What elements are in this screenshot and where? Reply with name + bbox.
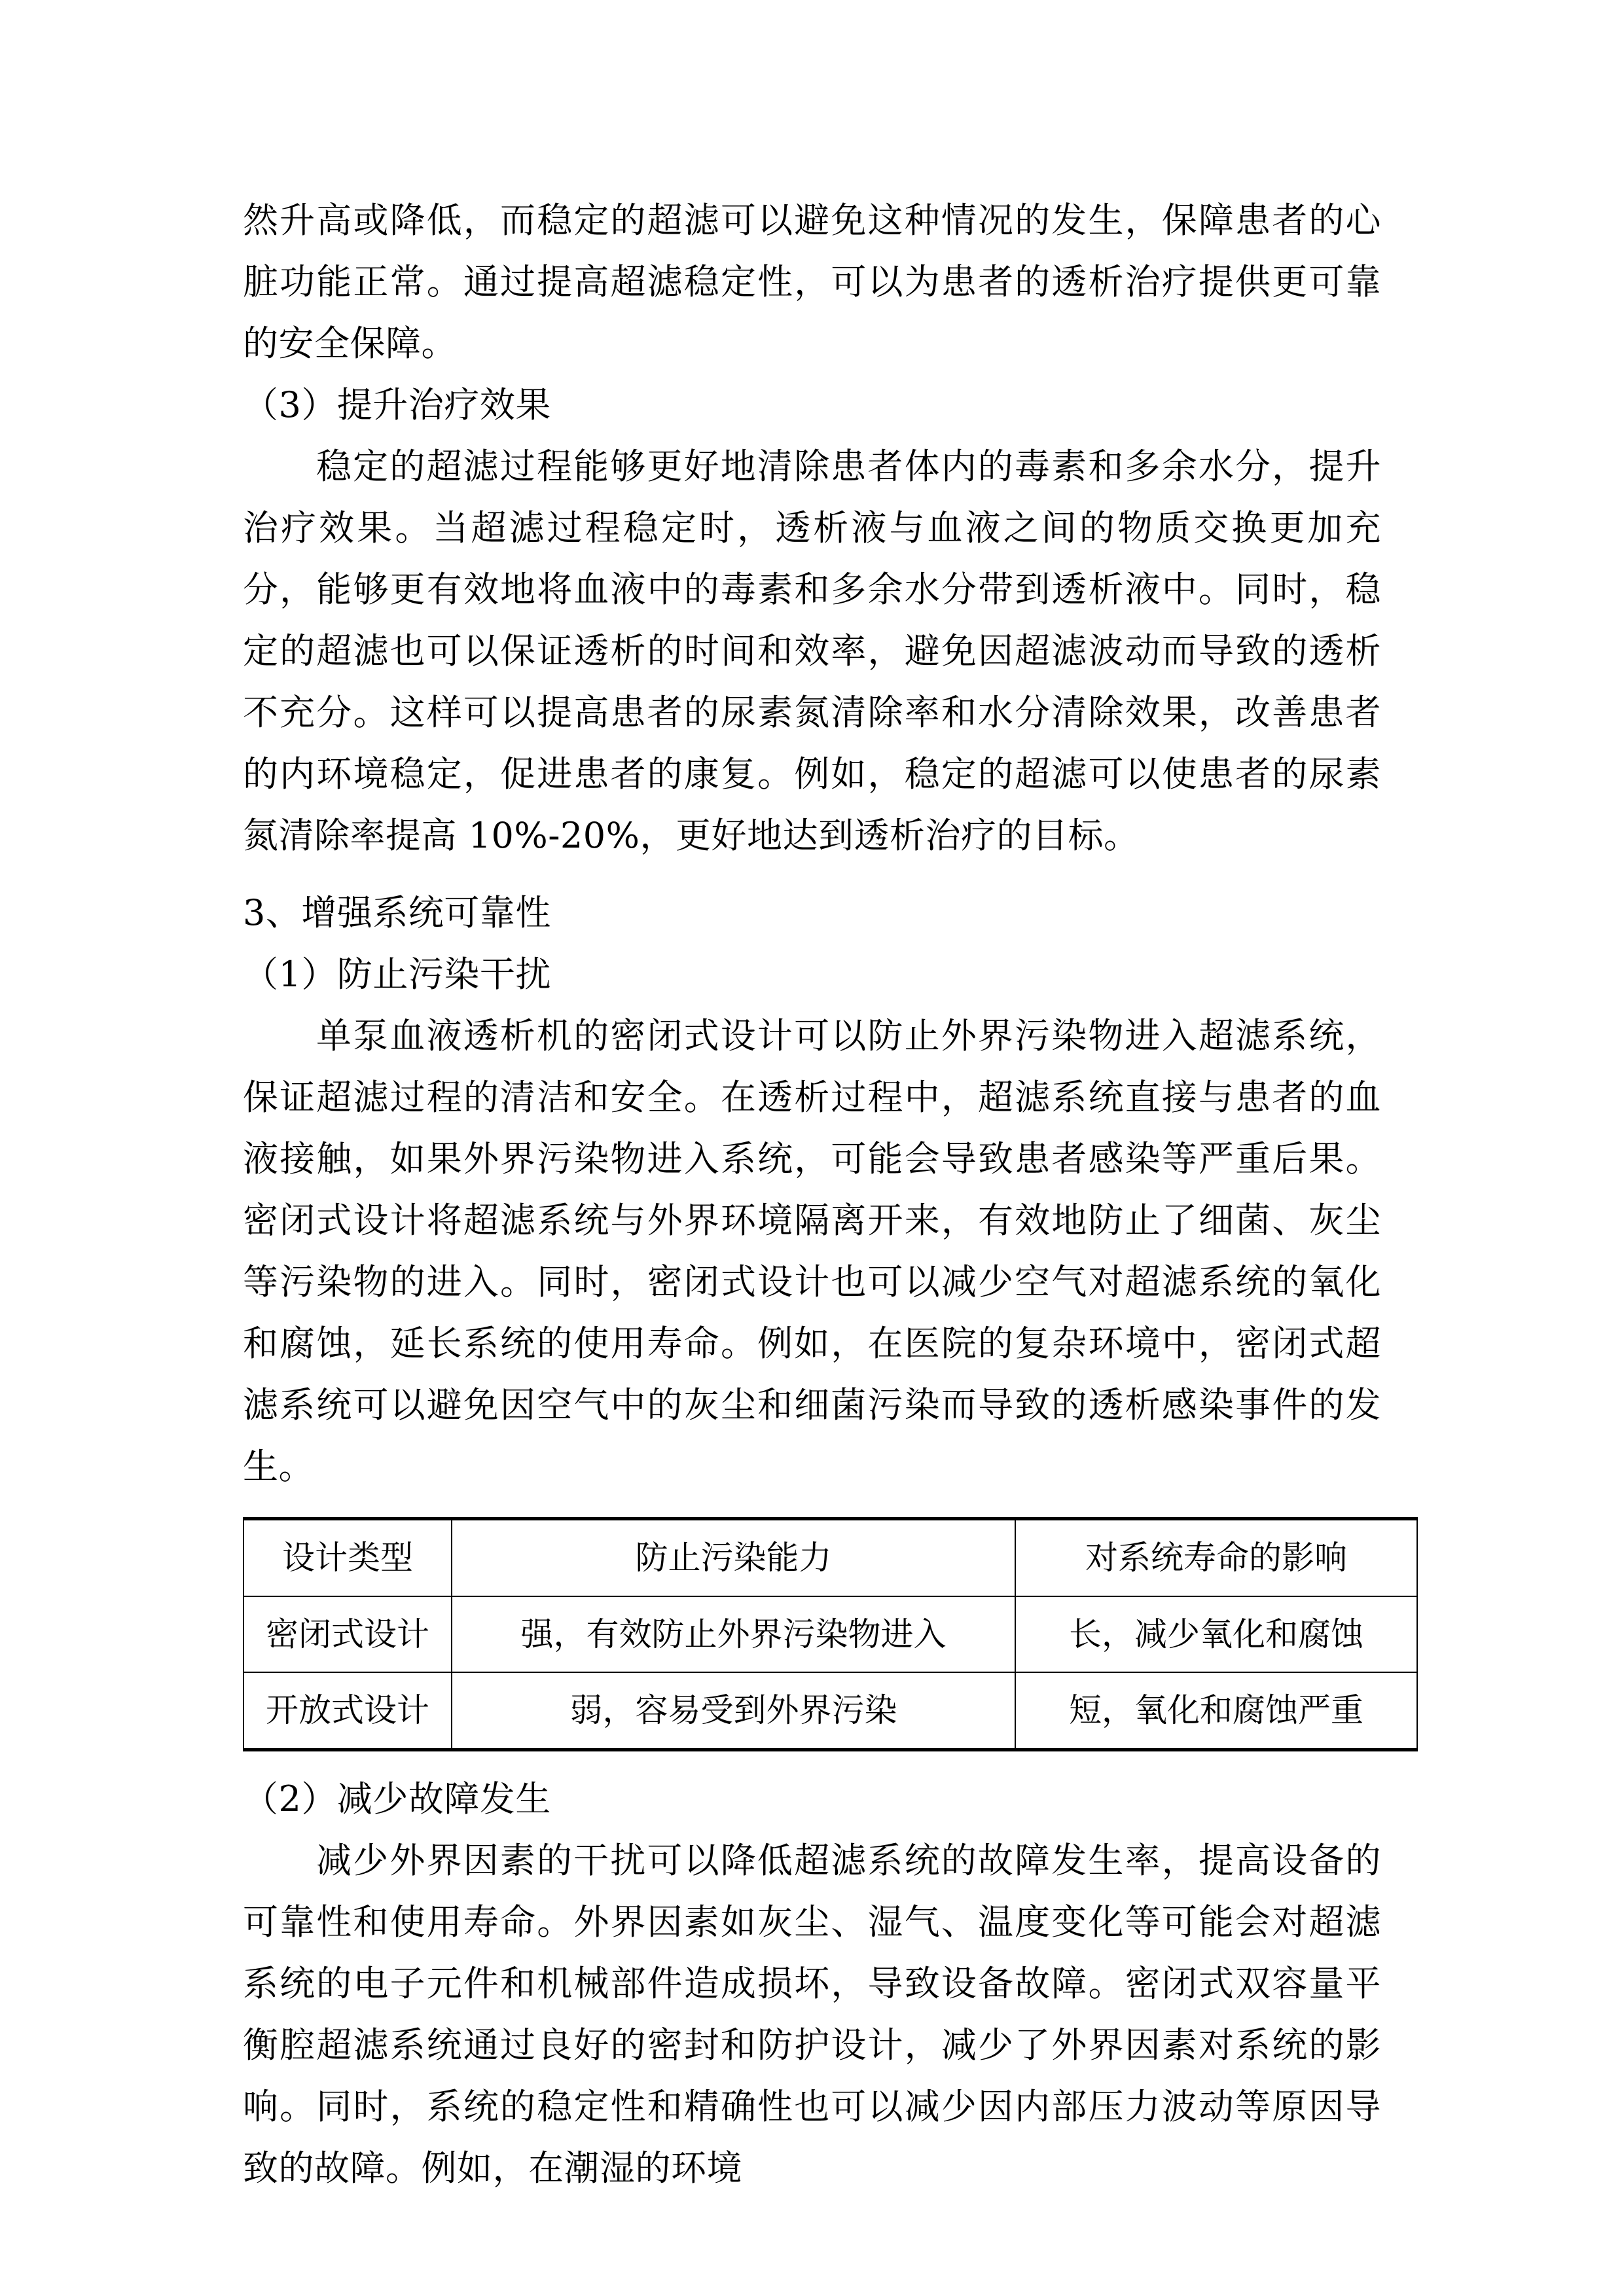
table-cell-contamination-prevention: 强，有效防止外界污染物进入 xyxy=(452,1596,1015,1673)
heading-enhance-system-reliability: 3、增强系统可靠性 xyxy=(243,892,551,933)
table-header-cell-design-type: 设计类型 xyxy=(244,1519,452,1596)
table-cell-design-type: 密闭式设计 xyxy=(244,1596,452,1673)
paragraph-continuation: 然升高或降低，而稳定的超滤可以避免这种情况的发生，保障患者的心脏功能正常。通过提高超滤稳定性，可以为患者的透析治疗提供更可靠的安全保障。 xyxy=(243,200,1381,364)
section-spacer xyxy=(243,867,1381,882)
paragraph-reduce-failures: 减少外界因素的干扰可以降低超滤系统的故障发生率，提高设备的可靠性和使用寿命。外界因素如灰尘、湿气、温度变化等可能会对超滤系统的电子元件和机械部件造成损坏，导致设备故障。密闭式双容量平衡腔超滤系统通过良好的密封和防护设计，减少了外界因素对系统的影响。同时，系统的稳定性和精确性也可以减少因内部压力波动等原因导致的故障。例如，在潮湿的环境 xyxy=(243,1839,1381,2189)
table-row xyxy=(244,1596,1417,1673)
design-comparison-table xyxy=(243,1517,1418,1751)
table-header-cell-contamination-prevention: 防止污染能力 xyxy=(452,1519,1015,1596)
document-body xyxy=(243,190,1381,2199)
heading-improve-treatment-effect: （3）提升治疗效果 xyxy=(243,384,551,425)
table-cell-contamination-prevention: 弱，容易受到外界污染 xyxy=(452,1672,1015,1749)
paragraph-prevent-contamination: 单泵血液透析机的密闭式设计可以防止外界污染物进入超滤系统，保证超滤过程的清洁和安全。在透析过程中，超滤系统直接与患者的血液接触，如果外界污染物进入系统，可能会导致患者感染等严重后果。密闭式设计将超滤系统与外界环境隔离开来，有效地防止了细菌、灰尘等污染物的进入。同时，密闭式设计也可以减少空气对超滤系统的氧化和腐蚀，延长系统的使用寿命。例如，在医院的复杂环境中，密闭式超滤系统可以避免因空气中的灰尘和细菌污染而导致的透析感染事件的发生。 xyxy=(243,1015,1381,1487)
table-row xyxy=(244,1672,1417,1749)
heading-prevent-contamination: （1）防止污染干扰 xyxy=(243,954,551,995)
table-cell-design-type: 开放式设计 xyxy=(244,1672,452,1749)
table-header-cell-lifespan-impact: 对系统寿命的影响 xyxy=(1015,1519,1417,1596)
heading-reduce-failures: （2）减少故障发生 xyxy=(243,1778,551,1820)
table-header-row xyxy=(244,1519,1417,1596)
table-cell-lifespan-impact: 长，减少氧化和腐蚀 xyxy=(1015,1596,1417,1673)
paragraph-improve-treatment-effect: 稳定的超滤过程能够更好地清除患者体内的毒素和多余水分，提升治疗效果。当超滤过程稳定时，透析液与血液之间的物质交换更加充分，能够更有效地将血液中的毒素和多余水分带到透析液中。同时，稳定的超滤也可以保证透析的时间和效率，避免因超滤波动而导致的透析不充分。这样可以提高患者的尿素氮清除率和水分清除效果，改善患者的内环境稳定，促进患者的康复。例如，稳定的超滤可以使患者的尿素氮清除率提高 10%-20%，更好地达到透析治疗的目标。 xyxy=(243,446,1381,856)
table-cell-lifespan-impact: 短，氧化和腐蚀严重 xyxy=(1015,1672,1417,1749)
